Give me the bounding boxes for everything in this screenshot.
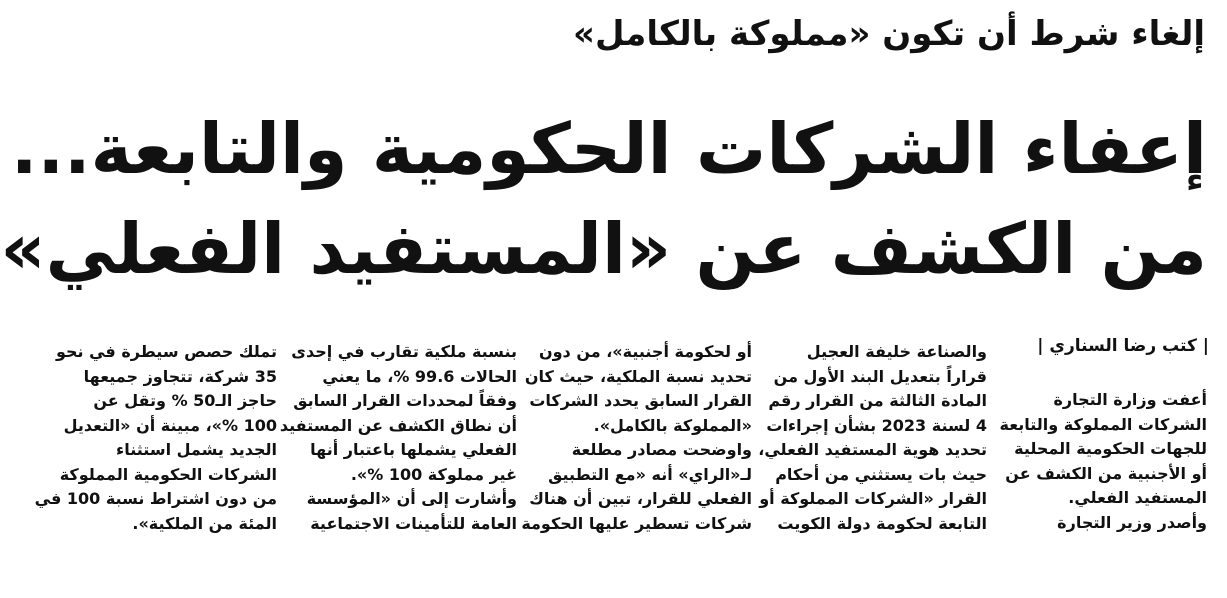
byline: | كتب رضا السناري | bbox=[1037, 336, 1209, 356]
column-text-line: الفعلي يشملها باعتبار أنها bbox=[310, 440, 517, 459]
headline-line-1: إعفاء الشركات الحكومية والتابعة... bbox=[10, 108, 1207, 190]
column-text-line: المادة الثالثة من القرار رقم bbox=[768, 391, 987, 410]
column-text-line: 35 شركة، تتجاوز جميعها bbox=[83, 366, 277, 386]
column-text-line: 4 لسنة 2023 بشأن إجراءات bbox=[766, 415, 987, 435]
column-text-line: المئة من الملكية». bbox=[132, 513, 277, 533]
column-text-line: الحالات 99.6 %، ما يعني bbox=[322, 366, 517, 386]
column-text-line: أو الأجنبية من الكشف عن bbox=[1005, 463, 1207, 483]
column-text-line: الشركات الحكومية المملوكة bbox=[59, 464, 277, 484]
column-text-line: العامة للتأمينات الاجتماعية bbox=[310, 513, 517, 533]
column-text-line: لـ«الراي» أنه «مع التطبيق bbox=[548, 464, 752, 484]
article-column-1 bbox=[995, 388, 1207, 535]
article-column-5 bbox=[34, 340, 277, 536]
column-text-line: والصناعة خليفة العجيل bbox=[806, 342, 987, 361]
column-text-line: أن نطاق الكشف عن المستفيد bbox=[279, 415, 517, 435]
column-text-line: الفعلي للقرار، تبين أن هناك bbox=[529, 489, 752, 508]
headline-line-2: من الكشف عن «المستفيد الفعلي» bbox=[0, 208, 1207, 290]
column-text-line: الشركات المملوكة والتابعة bbox=[999, 414, 1207, 434]
column-text-line: القرار «الشركات المملوكة أو bbox=[759, 489, 987, 508]
column-text-line: وأشارت إلى أن «المؤسسة bbox=[306, 489, 517, 508]
column-text-line: المستفيد الفعلي. bbox=[1068, 488, 1207, 507]
column-text-line: التابعة لحكومة دولة الكويت bbox=[777, 513, 987, 533]
column-text-line: أو لحكومة أجنبية»، من دون bbox=[538, 342, 752, 361]
article-column-4 bbox=[279, 340, 517, 536]
column-text-line: للجهات الحكومية المحلية bbox=[1014, 439, 1207, 458]
column-text-line: حيث بات يستثني من أحكام bbox=[775, 464, 987, 484]
column-text-line: حاجز الـ50 % وتقل عن bbox=[93, 391, 277, 410]
column-text-line: غير مملوكة 100 %». bbox=[350, 464, 517, 484]
column-text-line: 100 %»، مبينة أن «التعديل bbox=[63, 415, 277, 435]
column-text-line: من دون اشتراط نسبة 100 في bbox=[34, 489, 277, 508]
column-text-line: واوضحت مصادر مطلعة bbox=[571, 440, 752, 459]
column-text-line: وأصدر وزير التجارة bbox=[1057, 512, 1207, 532]
article-kicker: إلغاء شرط أن تكون «مملوكة بالكامل» bbox=[573, 14, 1205, 54]
column-text-line: تحديد نسبة الملكية، حيث كان bbox=[524, 366, 752, 386]
column-text-line: تملك حصص سيطرة في نحو bbox=[55, 342, 277, 361]
column-text-line: بنسبة ملكية تقارب في إحدى bbox=[291, 342, 517, 361]
column-text-line: وفقاً لمحددات القرار السابق bbox=[293, 391, 517, 410]
article-column-3 bbox=[521, 340, 752, 536]
article-column-2 bbox=[758, 340, 987, 536]
column-text-line: شركات تسطير عليها الحكومة bbox=[521, 513, 752, 533]
column-text-line: القرار السابق يحدد الشركات bbox=[529, 391, 752, 410]
column-text-line: قراراً بتعديل البند الأول من bbox=[773, 366, 987, 386]
column-text-line: الجديد يشمل استثناء bbox=[116, 440, 277, 459]
column-text-line: «المملوكة بالكامل». bbox=[593, 415, 752, 435]
column-text-line: تحديد هوية المستفيد الفعلي، bbox=[758, 440, 987, 459]
column-text-line: أعفت وزارة التجارة bbox=[1053, 390, 1207, 409]
